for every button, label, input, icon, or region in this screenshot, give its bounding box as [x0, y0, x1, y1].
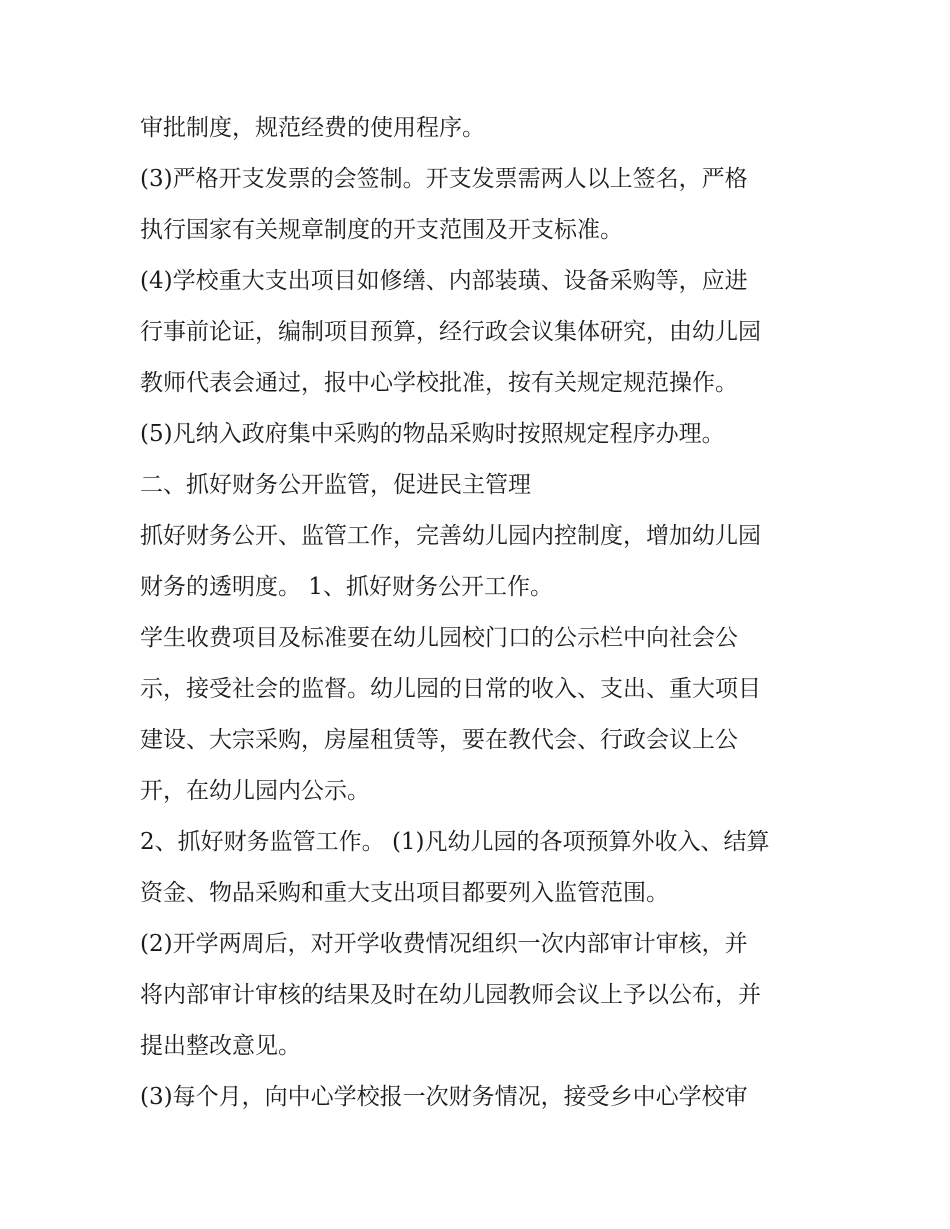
text-line: 开，在幼儿园内公示。 [140, 778, 370, 804]
text-line: 执行国家有关规章制度的开支范围及开支标准。 [140, 217, 623, 243]
text-line: 提出整改意见。 [140, 1033, 301, 1059]
text-line: 学生收费项目及标准要在幼儿园校门口的公示栏中向社会公 [140, 625, 738, 651]
text-line: (3)严格开支发票的会签制。开支发票需两人以上签名，严格 [140, 166, 748, 192]
text-line: 抓好财务公开、监管工作，完善幼儿园内控制度，增加幼儿园 [140, 523, 761, 549]
text-line: (4)学校重大支出项目如修缮、内部装璜、设备采购等，应进 [140, 268, 748, 294]
text-line: 将内部审计审核的结果及时在幼儿园教师会议上予以公布，并 [140, 982, 761, 1008]
text-line: (3)每个月，向中心学校报一次财务情况，接受乡中心学校审 [140, 1084, 748, 1110]
text-line: 教师代表会通过，报中心学校批准，按有关规定规范操作。 [140, 370, 738, 396]
text-line: 建设、大宗采购，房屋租赁等，要在教代会、行政会议上公 [140, 727, 738, 753]
text-line: 财务的透明度。 1、抓好财务公开工作。 [140, 574, 553, 600]
text-line: 2、抓好财务监管工作。 (1)凡幼儿园的各项预算外收入、结算 [140, 829, 770, 855]
text-line: (5)凡纳入政府集中采购的物品采购时按照规定程序办理。 [140, 421, 725, 447]
text-line: 审批制度，规范经费的使用程序。 [140, 115, 485, 141]
text-line: 示，接受社会的监督。幼儿园的日常的收入、支出、重大项目 [140, 676, 761, 702]
section-heading: 二、抓好财务公开监管，促进民主管理 [140, 472, 531, 498]
text-line: 资金、物品采购和重大支出项目都要列入监管范围。 [140, 880, 669, 906]
text-line: 行事前论证，编制项目预算，经行政会议集体研究，由幼儿园 [140, 319, 761, 345]
text-line: (2)开学两周后，对开学收费情况组织一次内部审计审核，并 [140, 931, 748, 957]
